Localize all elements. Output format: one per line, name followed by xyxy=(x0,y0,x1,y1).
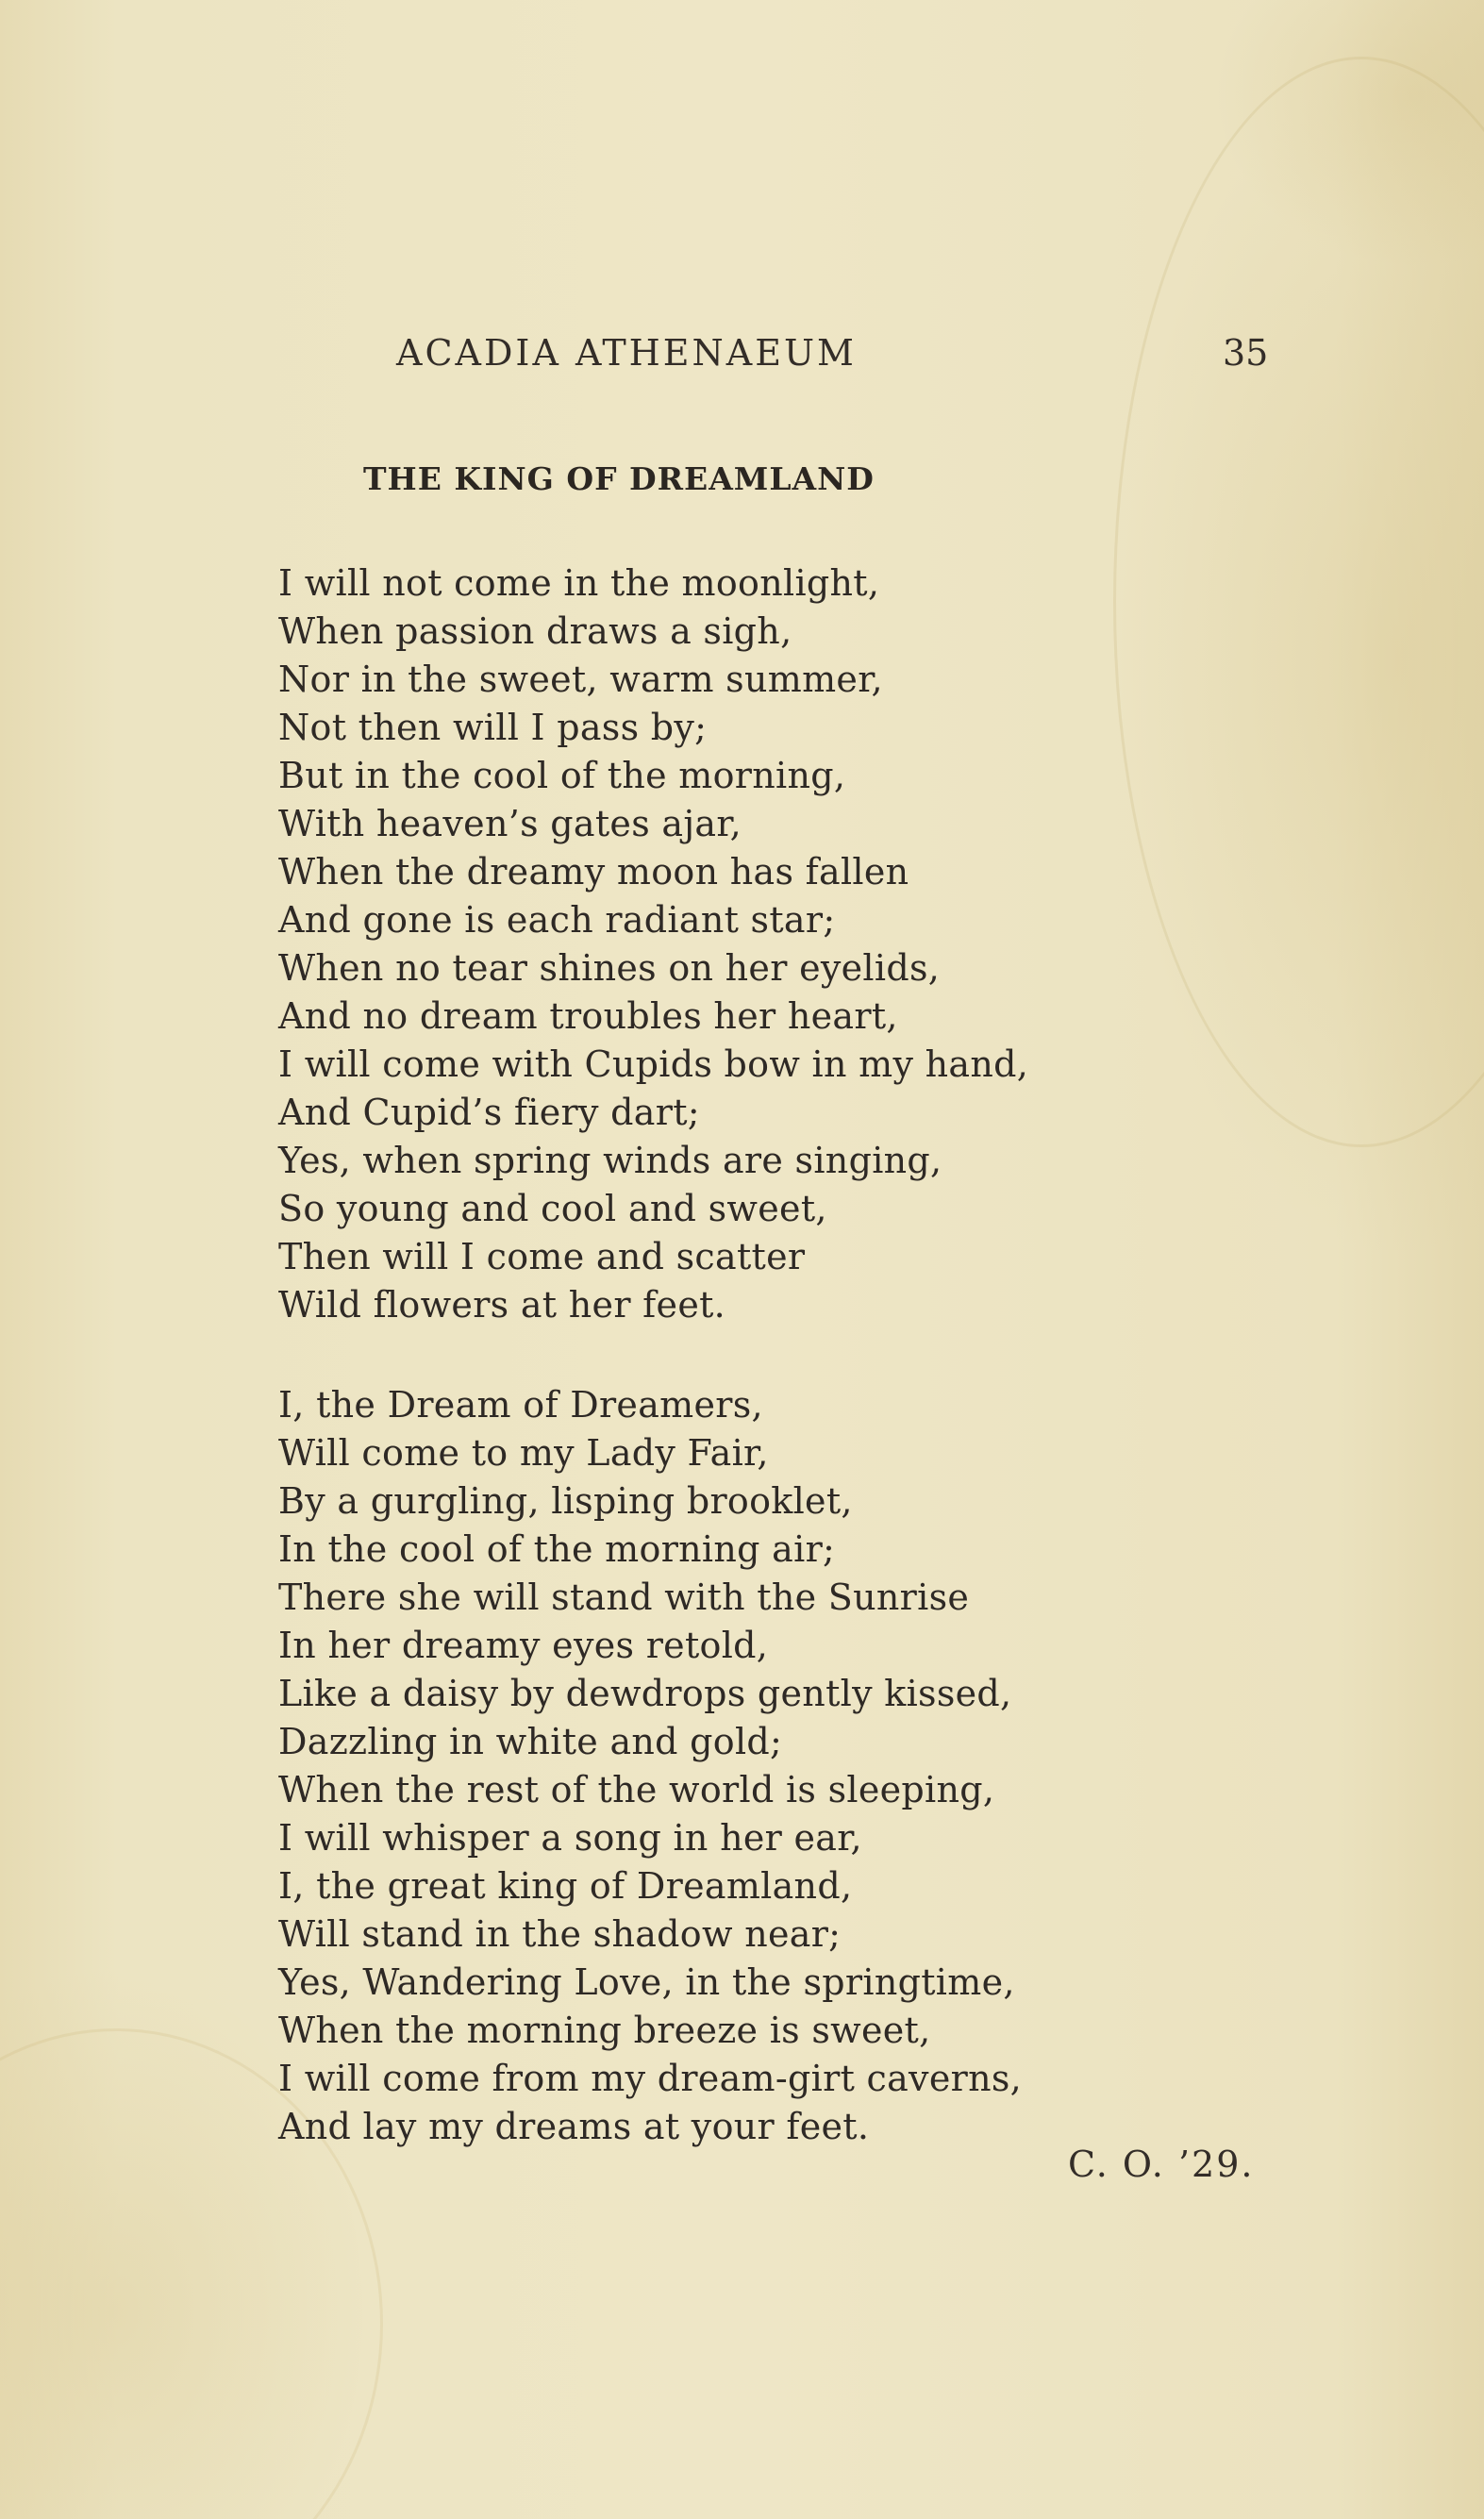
poem-line: When passion draws a sigh, xyxy=(278,610,792,652)
poem-line: With heaven’s gates ajar, xyxy=(278,803,742,844)
poem-line: When the rest of the world is sleeping, xyxy=(278,1769,995,1810)
poem-line: Will come to my Lady Fair, xyxy=(278,1432,769,1474)
poem-line: Like a daisy by dewdrops gently kissed, xyxy=(278,1673,1012,1714)
poem-line: And lay my dreams at your feet. xyxy=(278,2106,870,2147)
poem-line: And Cupid’s fiery dart; xyxy=(278,1092,700,1133)
stanza-2 xyxy=(278,1381,1022,2151)
poem-line: When no tear shines on her eyelids, xyxy=(278,947,941,989)
running-title: ACADIA ATHENAEUM xyxy=(396,332,857,374)
poem-line: In her dreamy eyes retold, xyxy=(278,1625,769,1666)
poem-line: There she will stand with the Sunrise xyxy=(278,1576,970,1618)
poem-line: I will whisper a song in her ear, xyxy=(278,1817,862,1859)
poem-line: I will come from my dream-girt caverns, xyxy=(278,2058,1023,2099)
poem-line: I, the Dream of Dreamers, xyxy=(278,1384,763,1426)
poem-title: THE KING OF DREAMLAND xyxy=(363,460,875,497)
stanza-1 xyxy=(278,559,1028,1329)
poem-line: Not then will I pass by; xyxy=(278,707,708,748)
poem-line: In the cool of the morning air; xyxy=(278,1528,836,1570)
poem-line: I will come with Cupids bow in my hand, xyxy=(278,1043,1029,1085)
poem-line: When the morning breeze is sweet, xyxy=(278,2010,931,2051)
poem-line: Then will I come and scatter xyxy=(278,1236,806,1277)
author-signature: C. O. ’29. xyxy=(1068,2144,1255,2185)
poem-line: But in the cool of the morning, xyxy=(278,755,846,796)
poem-line: By a gurgling, lisping brooklet, xyxy=(278,1480,853,1522)
poem-line: Wild flowers at her feet. xyxy=(278,1284,726,1326)
poem-line: Nor in the sweet, warm summer, xyxy=(278,659,883,700)
page-header xyxy=(0,332,1484,379)
poem-line: When the dreamy moon has fallen xyxy=(278,851,909,892)
poem-line: And no dream troubles her heart, xyxy=(278,995,898,1037)
water-stain xyxy=(1113,57,1484,1147)
poem-line: Yes, Wandering Love, in the springtime, xyxy=(278,1961,1015,2003)
poem-line: I will not come in the moonlight, xyxy=(278,562,880,604)
poem-line: Will stand in the shadow near; xyxy=(278,1913,842,1955)
poem-line: So young and cool and sweet, xyxy=(278,1188,827,1229)
poem-line: And gone is each radiant star; xyxy=(278,899,836,941)
poem-line: Yes, when spring winds are singing, xyxy=(278,1140,942,1181)
poem-line: Dazzling in white and gold; xyxy=(278,1721,783,1762)
page-number: 35 xyxy=(1223,332,1269,374)
poem-line: I, the great king of Dreamland, xyxy=(278,1865,853,1907)
